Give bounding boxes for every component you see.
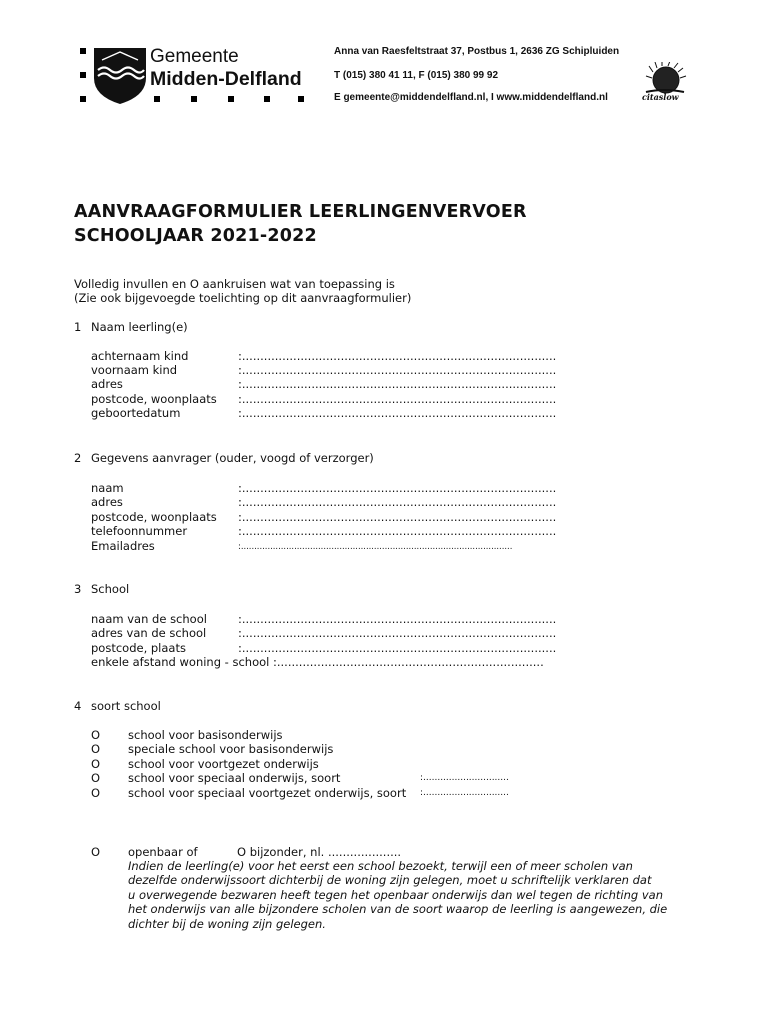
radio-option[interactable]: O	[91, 771, 101, 785]
radio-option[interactable]: O	[91, 757, 101, 771]
page-title-line1: AANVRAAGFORMULIER LEERLINGENVERVOER	[74, 202, 527, 222]
logo-dot	[298, 96, 304, 102]
logo-dot	[154, 96, 160, 102]
section-number: 1	[74, 320, 82, 334]
field-input-geboortedatum[interactable]: :......................................................................................	[238, 406, 557, 420]
field-label: geboortedatum	[91, 406, 181, 420]
field-input-soort[interactable]: :..............................	[420, 773, 509, 783]
section-heading: Naam leerling(e)	[91, 320, 188, 334]
field-input-telefoon[interactable]: :......................................................................................	[238, 524, 557, 538]
note-line: dichter bij de woning zijn gelegen.	[128, 917, 326, 931]
field-input-postcode-school[interactable]: :......................................................................................	[238, 641, 557, 655]
option-label: speciale school voor basisonderwijs	[128, 742, 334, 756]
header-phone: T (015) 380 41 11, F (015) 380 99 92	[334, 70, 498, 81]
header-email-web: E gemeente@middendelfland.nl, I www.middendelfland.nl	[334, 92, 608, 103]
logo-dot	[80, 72, 86, 78]
page-title-line2: SCHOOLJAAR 2021-2022	[74, 226, 317, 246]
field-input-adres-school[interactable]: :......................................................................................	[238, 626, 557, 640]
section-number: 4	[74, 699, 82, 713]
option-label: school voor speciaal onderwijs, soort	[128, 771, 341, 785]
logo-dot	[264, 96, 270, 102]
radio-option[interactable]: O	[91, 728, 101, 742]
note-line: Indien de leerling(e) voor het eerst een school bezoekt, terwijl een of meer scholen van	[128, 859, 633, 873]
logo-text-bottom: Midden-Delfland	[150, 68, 302, 90]
intro-line1: Volledig invullen en O aankruisen wat van toepassing is	[74, 277, 395, 291]
logo-dot	[191, 96, 197, 102]
radio-option[interactable]: O	[91, 786, 101, 800]
note-line: dezelfde onderwijssoort dichterbij de woning zijn gelegen, moet u schriftelijk verklaren dat	[128, 873, 652, 887]
field-input-achternaam[interactable]: :......................................................................................	[238, 349, 557, 363]
option-label: school voor voortgezet onderwijs	[128, 757, 319, 771]
field-label: adres	[91, 377, 123, 391]
field-input-postcode[interactable]: :......................................................................................	[238, 392, 557, 406]
field-label: adres van de school	[91, 626, 207, 640]
field-input-adres[interactable]: :......................................................................................	[238, 377, 557, 391]
logo-dot	[80, 48, 86, 54]
option-label: school voor speciaal voortgezet onderwijs, soort	[128, 786, 407, 800]
field-input-afstand[interactable]: enkele afstand woning - school :.........................................................................	[91, 655, 544, 669]
field-label: telefoonnummer	[91, 524, 188, 538]
logo-dot	[228, 96, 234, 102]
header-address: Anna van Raesfeltstraat 37, Postbus 1, 2636 ZG Schipluiden	[334, 46, 620, 57]
intro-line2: (Zie ook bijgevoegde toelichting op dit aanvraagformulier)	[74, 291, 412, 305]
section-number: 2	[74, 451, 82, 465]
field-label: adres	[91, 495, 123, 509]
logo-dot	[80, 96, 86, 102]
radio-option-bijzonder[interactable]: O bijzonder, nl. ....................	[237, 845, 402, 859]
section-heading: Gegevens aanvrager (ouder, voogd of verzorger)	[91, 451, 374, 465]
note-line: u overwegende bezwaren heeft tegen het openbaar onderwijs dan wel tegen de richting van	[128, 888, 663, 902]
note-line: het onderwijs van alle bijzondere scholen van de soort waarop de leerling is aangewezen, die	[128, 902, 668, 916]
field-label: postcode, woonplaats	[91, 510, 217, 524]
field-label: postcode, woonplaats	[91, 392, 217, 406]
logo-text-top: Gemeente	[150, 46, 239, 67]
field-input-voornaam[interactable]: :......................................................................................	[238, 363, 557, 377]
field-label: voornaam kind	[91, 363, 178, 377]
field-label: naam van de school	[91, 612, 207, 626]
shield-icon	[94, 48, 146, 104]
option-label: school voor basisonderwijs	[128, 728, 283, 742]
field-label: Emailadres	[91, 539, 155, 553]
field-input-adres[interactable]: :......................................................................................	[238, 495, 557, 509]
section-number: 3	[74, 582, 82, 596]
section-heading: School	[91, 582, 130, 596]
field-input-naam-school[interactable]: :......................................................................................	[238, 612, 557, 626]
field-input-soort-vo[interactable]: :..............................	[420, 788, 509, 798]
radio-option[interactable]: O	[91, 742, 101, 756]
field-label: postcode, plaats	[91, 641, 186, 655]
section-heading: soort school	[91, 699, 161, 713]
field-label: achternaam kind	[91, 349, 189, 363]
option-label: openbaar of	[128, 845, 198, 859]
radio-option[interactable]: O	[91, 845, 101, 859]
field-input-email[interactable]: :......................................................................................................	[238, 541, 513, 551]
small-logo-text: citaslow	[642, 92, 679, 102]
field-label: naam	[91, 481, 124, 495]
field-input-naam[interactable]: :......................................................................................	[238, 481, 557, 495]
field-input-postcode[interactable]: :......................................................................................	[238, 510, 557, 524]
